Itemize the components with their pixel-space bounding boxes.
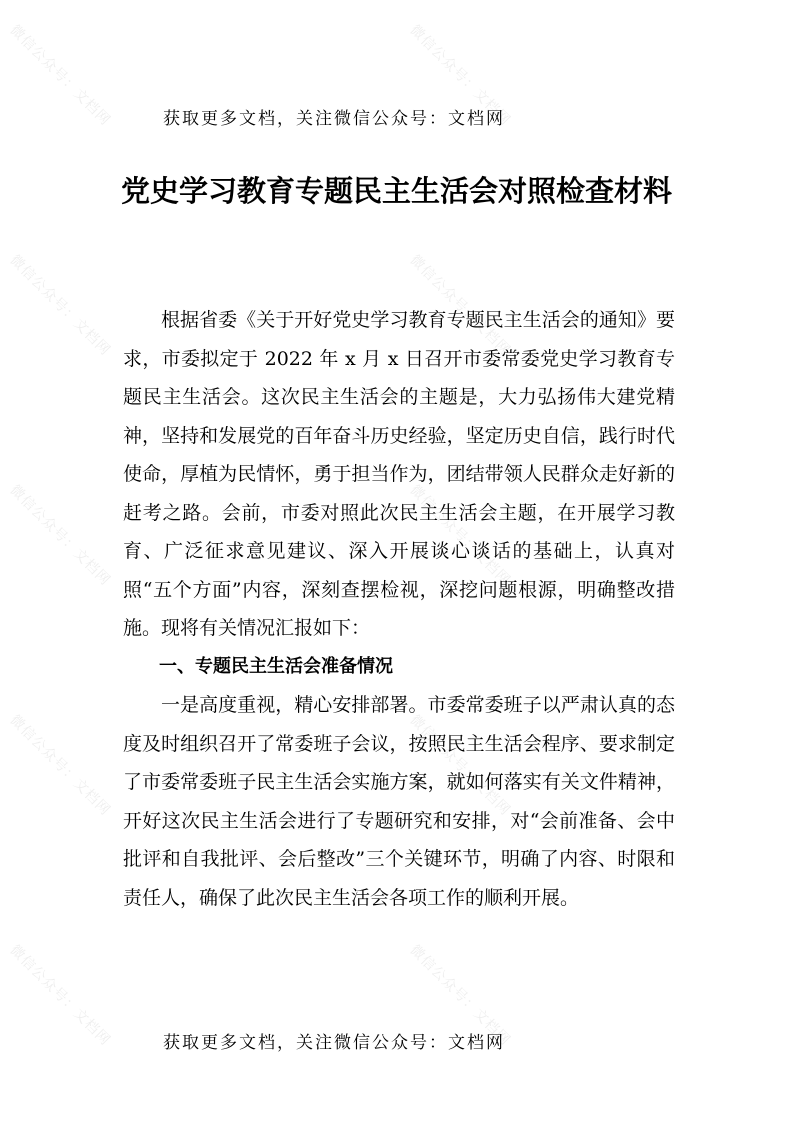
watermark: 微信公众号：文档网 xyxy=(406,482,514,589)
watermark: 微信公众号：文档网 xyxy=(406,942,514,1049)
watermark: 微信公众号：文档网 xyxy=(6,712,114,819)
watermark: 微信公众号：文档网 xyxy=(6,942,114,1049)
paragraph-intro: 根据省委《关于开好党史学习教育专题民主生活会的通知》要求，市委拟定于 2022 年 x 月 x 日召开市委常委党史学习教育专题民主生活会。这次民主生活会的主题是，大力弘扬伟大建党精神，坚持和发展党的百年奋斗历史经验，坚定历史自信，践行时代使命，厚植为民情怀，勇于担当作为，团结带领人民群众走好新的赶考之路。会前，市委对照此次民主生活会主题，在开展学习教育、广泛征求意见建议、深入开展谈心谈话的基础上，认真对照“五个方面”内容，深刻查摆检视，深挖问题根源，明确整改措施。现将有关情况汇报如下： xyxy=(123,309,675,639)
watermark: 微信公众号：文档网 xyxy=(406,252,514,359)
watermark: 微信公众号：文档网 xyxy=(406,22,514,129)
document-title: 党史学习教育专题民主生活会对照检查材料 xyxy=(120,174,672,208)
footer-note: 获取更多文档，关注微信公众号：文档网 xyxy=(163,1033,505,1053)
watermark: 微信公众号：文档网 xyxy=(6,252,114,359)
header-note: 获取更多文档，关注微信公众号：文档网 xyxy=(163,109,505,129)
document-body xyxy=(123,301,675,917)
section-heading-preparation: 一、专题民主生活会准备情况 xyxy=(159,655,393,677)
watermark: 微信公众号：文档网 xyxy=(6,22,114,129)
paragraph-preparation: 一是高度重视，精心安排部署。市委常委班子以严肃认真的态度及时组织召开了常委班子会议，按照民主生活会程序、要求制定了市委常委班子民主生活会实施方案，就如何落实有关文件精神，开好这次民主生活会进行了专题研究和安排，对“会前准备、会中批评和自我批评、会后整改”三个关键环节，明确了内容、时限和责任人，确保了此次民主生活会各项工作的顺利开展。 xyxy=(123,694,675,909)
watermark: 微信公众号：文档网 xyxy=(6,482,114,589)
watermark: 微信公众号：文档网 xyxy=(406,712,514,819)
